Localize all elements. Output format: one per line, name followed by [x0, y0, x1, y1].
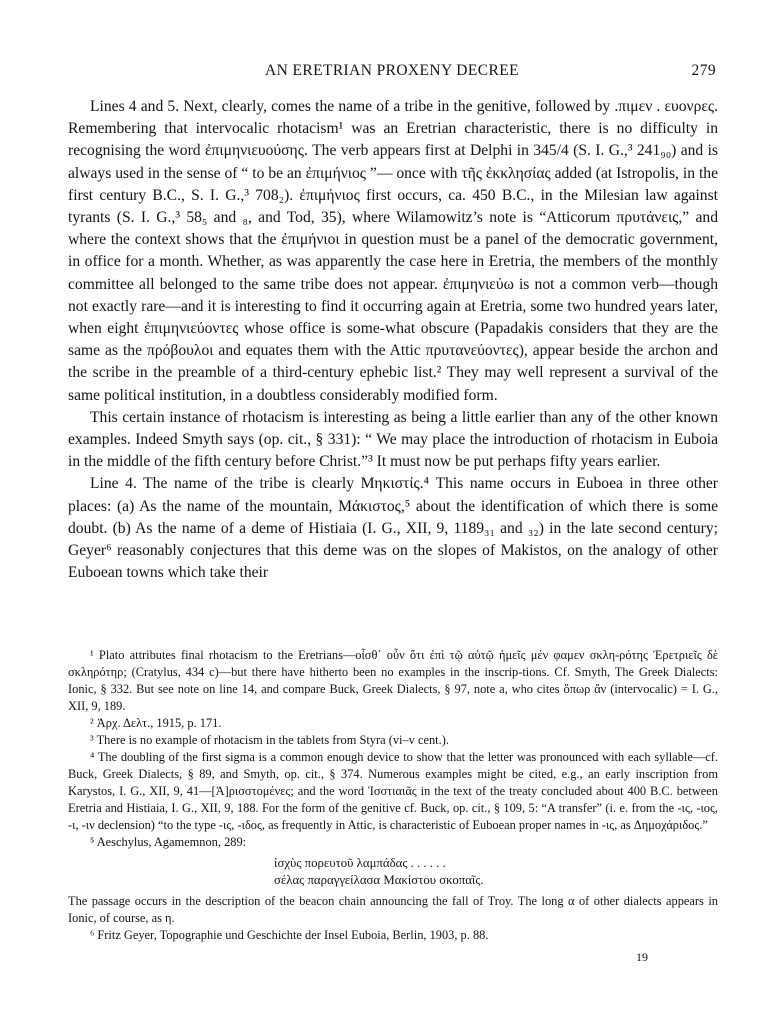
- footnote-6: ⁶ Fritz Geyer, Topographie und Geschichte der Insel Euboia, Berlin, 1903, p. 88.: [90, 928, 489, 942]
- running-header: [68, 62, 716, 84]
- verse-quotation: [274, 855, 718, 889]
- verse-line: σέλας παραγγείλασα Μακίστου σκοπαῖς.: [274, 873, 484, 887]
- verse-line: ἰσχὺς πορευτοῦ λαμπάδας . . . . . .: [274, 856, 446, 870]
- footnote-5: ⁵ Aeschylus, Agamemnon, 289:: [90, 835, 247, 849]
- footnote-5-continuation: The passage occurs in the description of the beacon chain announcing the fall of Troy. The long α of other dialects appears in Ionic, of course, as η.: [68, 894, 718, 925]
- running-title: AN ERETRIAN PROXENY DECREE: [265, 62, 519, 79]
- paragraph-lines-4-5: Lines 4 and 5. Next, clearly, comes the name of a tribe in the genitive, followed by .πιμεν . ευονρες. Remembering that intervocalic rhotacism¹ was an Eretrian characteristic, there is no difficulty in recognising the word ἐπιμηνιευούσης. The verb appears first at Delphi in 345/4 (S. I. G.,³ 241₉₀) and is always used in the sense of “ to be an ἐπιμήνιος ”— once with τῆς ἐκκλησίας added (at Istropolis, in the first century B.C., S. I. G.,³ 708₂). ἐπιμήνιος first occurs, ca. 450 B.C., in the Milesian law against tyrants (S. I. G.,³ 58₅ and ₈, and Tod, 35), where Wilamowitz’s note is “Atticorum πρυτάνεις,” and where the context shows that the ἐπιμήνιοι in question must be a panel of the democratic government, in office for a month. Whether, as was apparently the case here in Eretria, the members of the monthly committee all belonged to the same tribe does not appear. ἐπιμηνιεύω is not a common verb—though not exactly rare—and it is interesting to find it occurring again at Eretria, some two hundred years later, when eight ἐπιμηνιεύοντες whose office is some-what obscure (Papadakis considers that they are the same as the πρόβουλοι and equates them with the Attic πρυτανεύοντες), appear beside the archon and the scribe in the preamble of a third-century ephebic list.² They may well represent a survival of the same political institution, in a doubtless considerably modified form.: [68, 98, 718, 404]
- footnote-4: ⁴ The doubling of the first sigma is a common enough device to show that the letter was pronounced with each syllable—cf. Buck, Greek Dialects, § 89, and Smyth, op. cit., § 374. Numerous examples might be cited, e.g., an early inscription from Karystos, I. G., XII, 9, 41—[Ἀ]ρισστομένες; and the word Ἱσστιαιᾶς in the text of the treaty concluded about 400 B.C. between Eretria and Histiaia, I. G., XII, 9, 188. For the form of the genitive cf. Buck, op. cit., § 109, 5: “A transfer” (i. e. from the -ις, -ιος, -ι, -ιν declension) “to the type -ις, -ιδος, as frequently in Attic, is characteristic of Euboean proper names in -ις, as Δημοχάριδος.”: [68, 750, 718, 832]
- main-text: [68, 96, 718, 584]
- footnote-1: ¹ Plato attributes final rhotacism to the Eretrians—οἶσθ᾽ οὖν ὅτι ἐπὶ τῷ αὐτῷ ἡμεῖς μέν φαμεν σκλη-ρότης Ἐρετριεῖς δὲ σκληρότηρ; (Cratylus, 434 c)—but there have hitherto been no examples in the inscrip-tions. Cf. Smyth, The Greek Dialects: Ionic, § 332. But see note on line 14, and compare Buck, Greek Dialects, § 97, note a, who cites ὅπωρ ἄν (intervocalic) = I. G., XII, 9, 189.: [68, 648, 718, 713]
- footnote-2: ² Ἀρχ. Δελτ., 1915, p. 171.: [90, 716, 222, 730]
- paragraph-line-4: Line 4. The name of the tribe is clearly Μηκιστίς.⁴ This name occurs in Euboea in three other places: (a) As the name of the mountain, Μάκιστος,⁵ about the identification of which there is some doubt. (b) As the name of a deme of Histiaia (I. G., XII, 9, 1189₃₁ and ₃₂) in the late second century; Geyer⁶ reasonably conjectures that this deme was on the slopes of Makistos, on the analogy of other Euboean towns which take their: [68, 475, 718, 582]
- signature-mark: 19: [636, 950, 648, 964]
- footnotes: [68, 647, 718, 944]
- paragraph-rhotacism: This certain instance of rhotacism is interesting as being a little earlier than any of the other known examples. Indeed Smyth says (op. cit., § 331): “ We may place the introduction of rhotacism in Euboia in the middle of the fifth century before Christ.”³ It must now be put perhaps fifty years earlier.: [68, 408, 718, 471]
- page-number: 279: [691, 62, 716, 79]
- footnote-3: ³ There is no example of rhotacism in the tablets from Styra (vi–v cent.).: [90, 733, 449, 747]
